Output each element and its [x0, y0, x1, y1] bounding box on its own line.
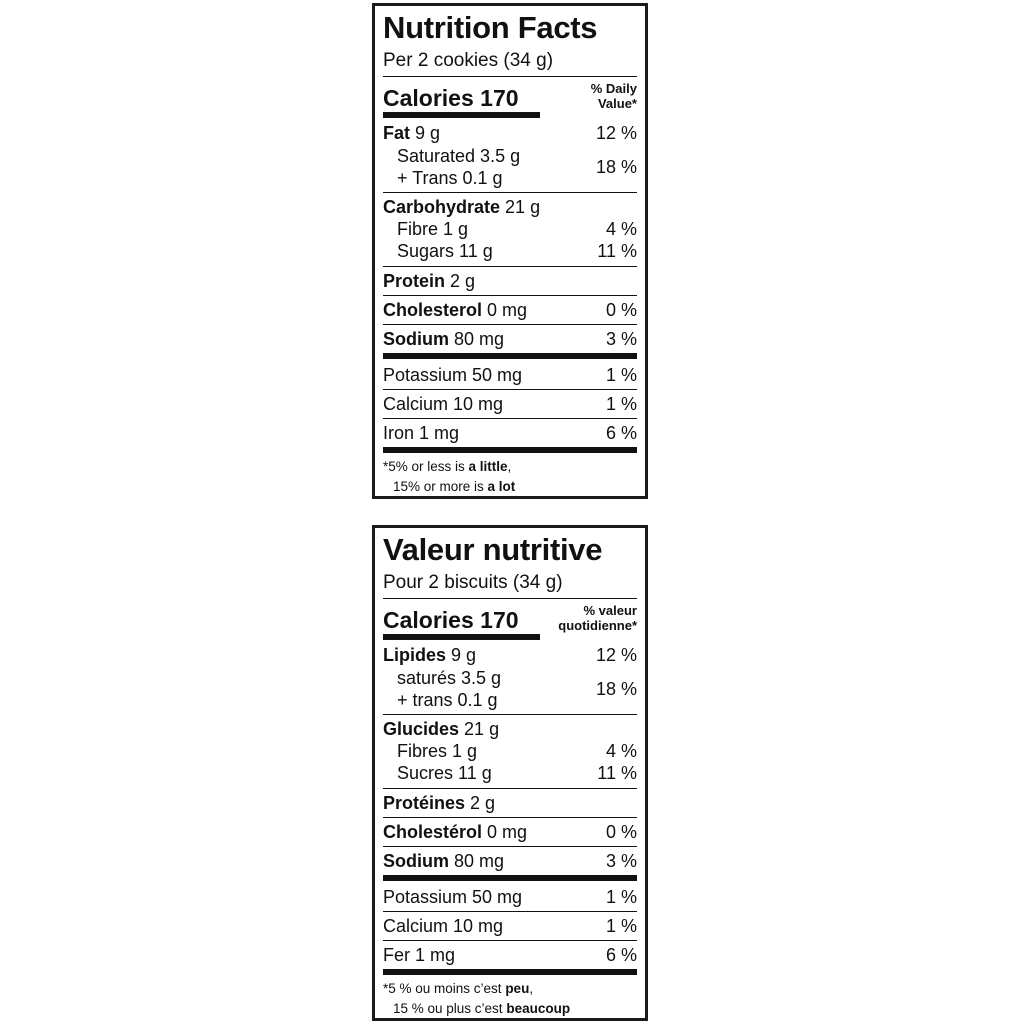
footnote [383, 979, 570, 1019]
nutrient-amount: 9 g [451, 645, 477, 665]
nutrient-name: Fat [383, 123, 410, 143]
footnote-line1 [383, 457, 515, 477]
nutrient-row-cholesterol [383, 300, 637, 320]
nutrient-percent: 1 % [605, 916, 637, 936]
nutrient-row-sat-trans-percent [383, 679, 637, 699]
daily-value-header-line2: Value* [597, 96, 637, 111]
nutrient-row-carbohydrate [383, 719, 637, 739]
footnote-text: *5% or less is [383, 459, 469, 474]
footnote-text: , [529, 981, 534, 996]
nutrient-percent: 12 % [595, 645, 637, 665]
nutrition-facts-panel-fr [372, 525, 648, 1021]
nutrient-row-iron [383, 945, 637, 965]
nutrient-name: Fer 1 mg [383, 945, 456, 965]
divider [383, 911, 637, 912]
nutrient-row-iron [383, 423, 637, 443]
panel-title: Valeur nutritive [383, 532, 603, 567]
nutrient-row-calcium [383, 394, 637, 414]
calories-underline [383, 112, 540, 118]
nutrient-row-protein [383, 793, 637, 813]
nutrient-row-carbohydrate [383, 197, 637, 217]
nutrient-row-sodium [383, 851, 637, 871]
divider [383, 418, 637, 419]
nutrient-amount: 80 mg [454, 329, 505, 349]
nutrient-amount: 0 mg [487, 822, 528, 842]
divider [383, 714, 637, 715]
nutrient-name: + trans 0.1 g [397, 690, 498, 710]
nutrient-percent: 4 % [605, 219, 637, 239]
nutrient-row-sugars [383, 241, 637, 261]
thick-divider [383, 447, 637, 453]
thick-divider [383, 875, 637, 881]
nutrient-row-sugars [383, 763, 637, 783]
footnote-text: , [507, 459, 512, 474]
daily-value-header-line2: quotidienne* [558, 618, 637, 633]
nutrient-name: Sodium [383, 329, 449, 349]
divider [383, 817, 637, 818]
divider [383, 295, 637, 296]
nutrient-percent: 1 % [605, 365, 637, 385]
panel-title: Nutrition Facts [383, 10, 598, 45]
nutrient-name: Calcium 10 mg [383, 394, 504, 414]
nutrient-percent: 11 % [597, 763, 637, 783]
nutrient-amount: 2 g [470, 793, 496, 813]
nutrient-amount: 2 g [450, 271, 476, 291]
nutrient-row-fibre [383, 219, 637, 239]
divider [383, 788, 637, 789]
nutrient-name: Potassium 50 mg [383, 365, 523, 385]
nutrient-percent: 0 % [605, 300, 637, 320]
nutrient-amount: 0 mg [487, 300, 528, 320]
nutrient-name: Protein [383, 271, 446, 291]
footnote-text: 15% or more is [393, 479, 488, 494]
nutrient-row-potassium [383, 365, 637, 385]
nutrient-percent: 6 % [605, 423, 637, 443]
nutrient-row-calcium [383, 916, 637, 936]
nutrient-row-fat [383, 123, 637, 143]
nutrient-name: Calcium 10 mg [383, 916, 504, 936]
daily-value-header [558, 603, 637, 633]
nutrient-name: Cholesterol [383, 300, 483, 320]
nutrient-percent: 0 % [605, 822, 637, 842]
divider [383, 192, 637, 193]
nutrient-amount: 80 mg [454, 851, 505, 871]
nutrient-row-fat [383, 645, 637, 665]
nutrient-amount: 9 g [415, 123, 441, 143]
footnote-text: 15 % ou plus c’est [393, 1001, 507, 1016]
nutrient-name: Potassium 50 mg [383, 887, 523, 907]
nutrient-row-potassium [383, 887, 637, 907]
nutrient-name: Carbohydrate [383, 197, 501, 217]
nutrient-percent: 6 % [605, 945, 637, 965]
nutrient-row-protein [383, 271, 637, 291]
divider [383, 76, 637, 77]
nutrient-row-cholesterol [383, 822, 637, 842]
footnote-line1 [383, 979, 570, 999]
daily-value-header [591, 81, 637, 111]
divider [383, 940, 637, 941]
divider [383, 598, 637, 599]
divider [383, 846, 637, 847]
nutrient-name: Protéines [383, 793, 466, 813]
calories-underline [383, 634, 540, 640]
nutrient-name: Glucides [383, 719, 460, 739]
nutrient-amount: 21 g [464, 719, 500, 739]
nutrient-name: Cholestérol [383, 822, 483, 842]
nutrient-name: Fibres 1 g [397, 741, 478, 761]
calories-label: Calories 170 [383, 607, 519, 633]
footnote-emphasis: a little [468, 459, 508, 474]
nutrient-name: Sodium [383, 851, 449, 871]
nutrient-percent: 3 % [605, 851, 637, 871]
footnote-line2 [383, 477, 515, 497]
footnote-emphasis: beaucoup [506, 1001, 571, 1016]
nutrient-name: saturés 3.5 g [397, 668, 502, 688]
nutrient-name: Saturated 3.5 g [397, 146, 521, 166]
nutrient-name: Sucres 11 g [397, 763, 492, 783]
thick-divider [383, 969, 637, 975]
nutrient-row-sat-trans-percent [383, 157, 637, 177]
daily-value-header-line1: % valeur [583, 603, 637, 618]
nutrient-percent: 18 % [595, 157, 637, 177]
nutrient-percent: 1 % [605, 887, 637, 907]
nutrient-row-sodium [383, 329, 637, 349]
nutrient-percent: 4 % [605, 741, 637, 761]
footnote-emphasis: a lot [487, 479, 516, 494]
nutrient-percent: 12 % [595, 123, 637, 143]
divider [383, 389, 637, 390]
nutrient-name: Iron 1 mg [383, 423, 460, 443]
nutrition-facts-panel-en [372, 3, 648, 499]
calories-label: Calories 170 [383, 85, 519, 111]
footnote [383, 457, 515, 497]
nutrient-percent: 11 % [597, 241, 637, 261]
nutrient-name: + Trans 0.1 g [397, 168, 503, 188]
serving-size: Pour 2 biscuits (34 g) [383, 572, 563, 593]
nutrient-row-fibre [383, 741, 637, 761]
footnote-text: *5 % ou moins c’est [383, 981, 506, 996]
nutrient-percent: 1 % [605, 394, 637, 414]
serving-size: Per 2 cookies (34 g) [383, 50, 554, 71]
divider [383, 266, 637, 267]
footnote-line2 [383, 999, 570, 1019]
divider [383, 324, 637, 325]
daily-value-header-line1: % Daily [590, 81, 637, 96]
footnote-emphasis: peu [505, 981, 530, 996]
nutrient-name: Fibre 1 g [397, 219, 469, 239]
nutrient-name: Lipides [383, 645, 447, 665]
nutrient-percent: 3 % [605, 329, 637, 349]
nutrient-percent: 18 % [595, 679, 637, 699]
thick-divider [383, 353, 637, 359]
nutrient-name: Sugars 11 g [397, 241, 493, 261]
nutrient-amount: 21 g [505, 197, 541, 217]
